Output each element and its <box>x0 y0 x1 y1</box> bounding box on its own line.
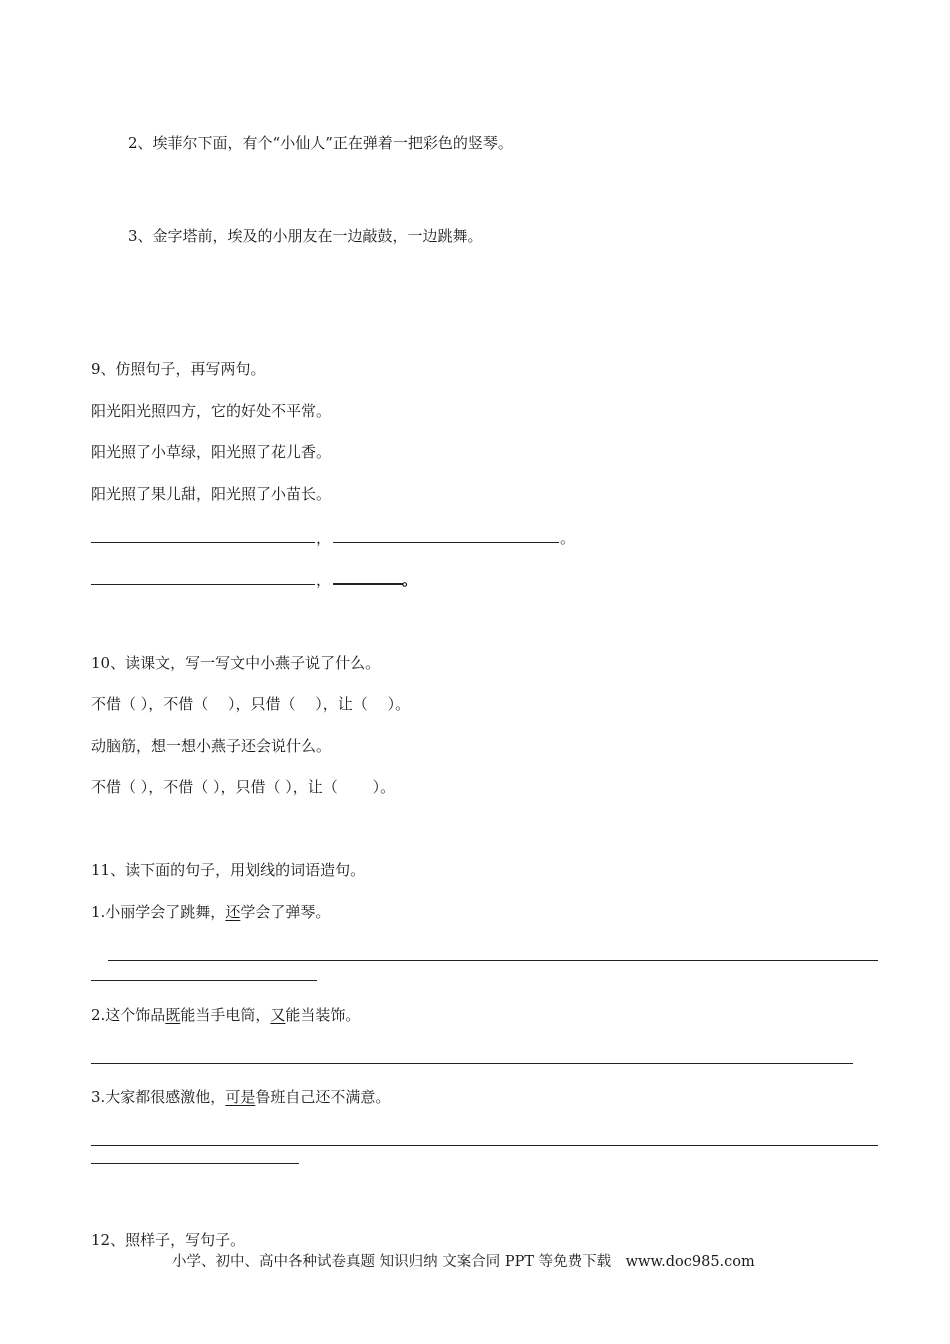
period-mark: 。 <box>560 529 576 547</box>
sentence-2-mid: 能当手电筒， <box>180 1006 271 1024</box>
answer-line-11-2[interactable] <box>91 1063 853 1064</box>
comma-mark: ， <box>316 529 332 547</box>
answer-blank-9-1a[interactable] <box>91 542 315 543</box>
example-line-2: 阳光照了小草绿，阳光照了花儿香。 <box>91 443 332 461</box>
answer-line-11-1b[interactable] <box>91 980 317 981</box>
prompt-line: 动脑筋，想一想小燕子还会说什么。 <box>91 737 332 755</box>
fill-line-1: 不借（ ），不借（ ），只借（ ），让（ ）。 <box>91 695 411 713</box>
underlined-word: 还 <box>225 903 241 921</box>
answer-blank-9-2b[interactable] <box>333 583 403 585</box>
underlined-word: 可是 <box>225 1088 256 1106</box>
underlined-word: 既 <box>165 1006 181 1024</box>
sentence-2 <box>91 1005 360 1025</box>
question-10-title: 10、读课文，写一写文中小燕子说了什么。 <box>91 654 381 672</box>
answer-line-11-3b[interactable] <box>91 1163 299 1164</box>
example-line-3: 阳光照了果儿甜，阳光照了小苗长。 <box>91 485 332 503</box>
answer-line-11-1a[interactable] <box>108 960 878 961</box>
answer-blank-9-1b[interactable] <box>333 542 559 543</box>
answer-line-11-3a[interactable] <box>91 1145 878 1146</box>
sentence-item-2: 2、埃菲尔下面，有个“小仙人”正在弹着一把彩色的竖琴。 <box>128 134 513 152</box>
page-footer: 小学、初中、高中各种试卷真题 知识归纳 文案合同 PPT 等免费下载 www.doc985.com <box>172 1254 755 1270</box>
sentence-1-after: 学会了弹琴。 <box>240 903 331 921</box>
fill-line-2: 不借（ ），不借（ ），只借（ ），让（ ）。 <box>91 778 396 796</box>
sentence-1-before: 1.小丽学会了跳舞， <box>91 903 226 921</box>
period-mark: 。 <box>402 571 418 589</box>
question-9-title: 9、仿照句子，再写两句。 <box>91 360 266 378</box>
comma-mark: ， <box>316 571 332 589</box>
sentence-2-after: 能当装饰。 <box>285 1006 361 1024</box>
underlined-word: 又 <box>270 1006 286 1024</box>
sentence-2-before: 2.这个饰品 <box>91 1006 166 1024</box>
sentence-item-3: 3、金字塔前，埃及的小朋友在一边敲鼓，一边跳舞。 <box>128 227 483 245</box>
question-11-title: 11、读下面的句子，用划线的词语造句。 <box>91 861 366 879</box>
example-line-1: 阳光阳光照四方，它的好处不平常。 <box>91 402 332 420</box>
answer-blank-9-2a[interactable] <box>91 584 315 585</box>
sentence-3 <box>91 1087 390 1107</box>
question-12-title: 12、照样子，写句子。 <box>91 1231 246 1249</box>
sentence-1 <box>91 902 330 922</box>
sentence-3-after: 鲁班自己还不满意。 <box>255 1088 391 1106</box>
sentence-3-before: 3.大家都很感激他， <box>91 1088 226 1106</box>
